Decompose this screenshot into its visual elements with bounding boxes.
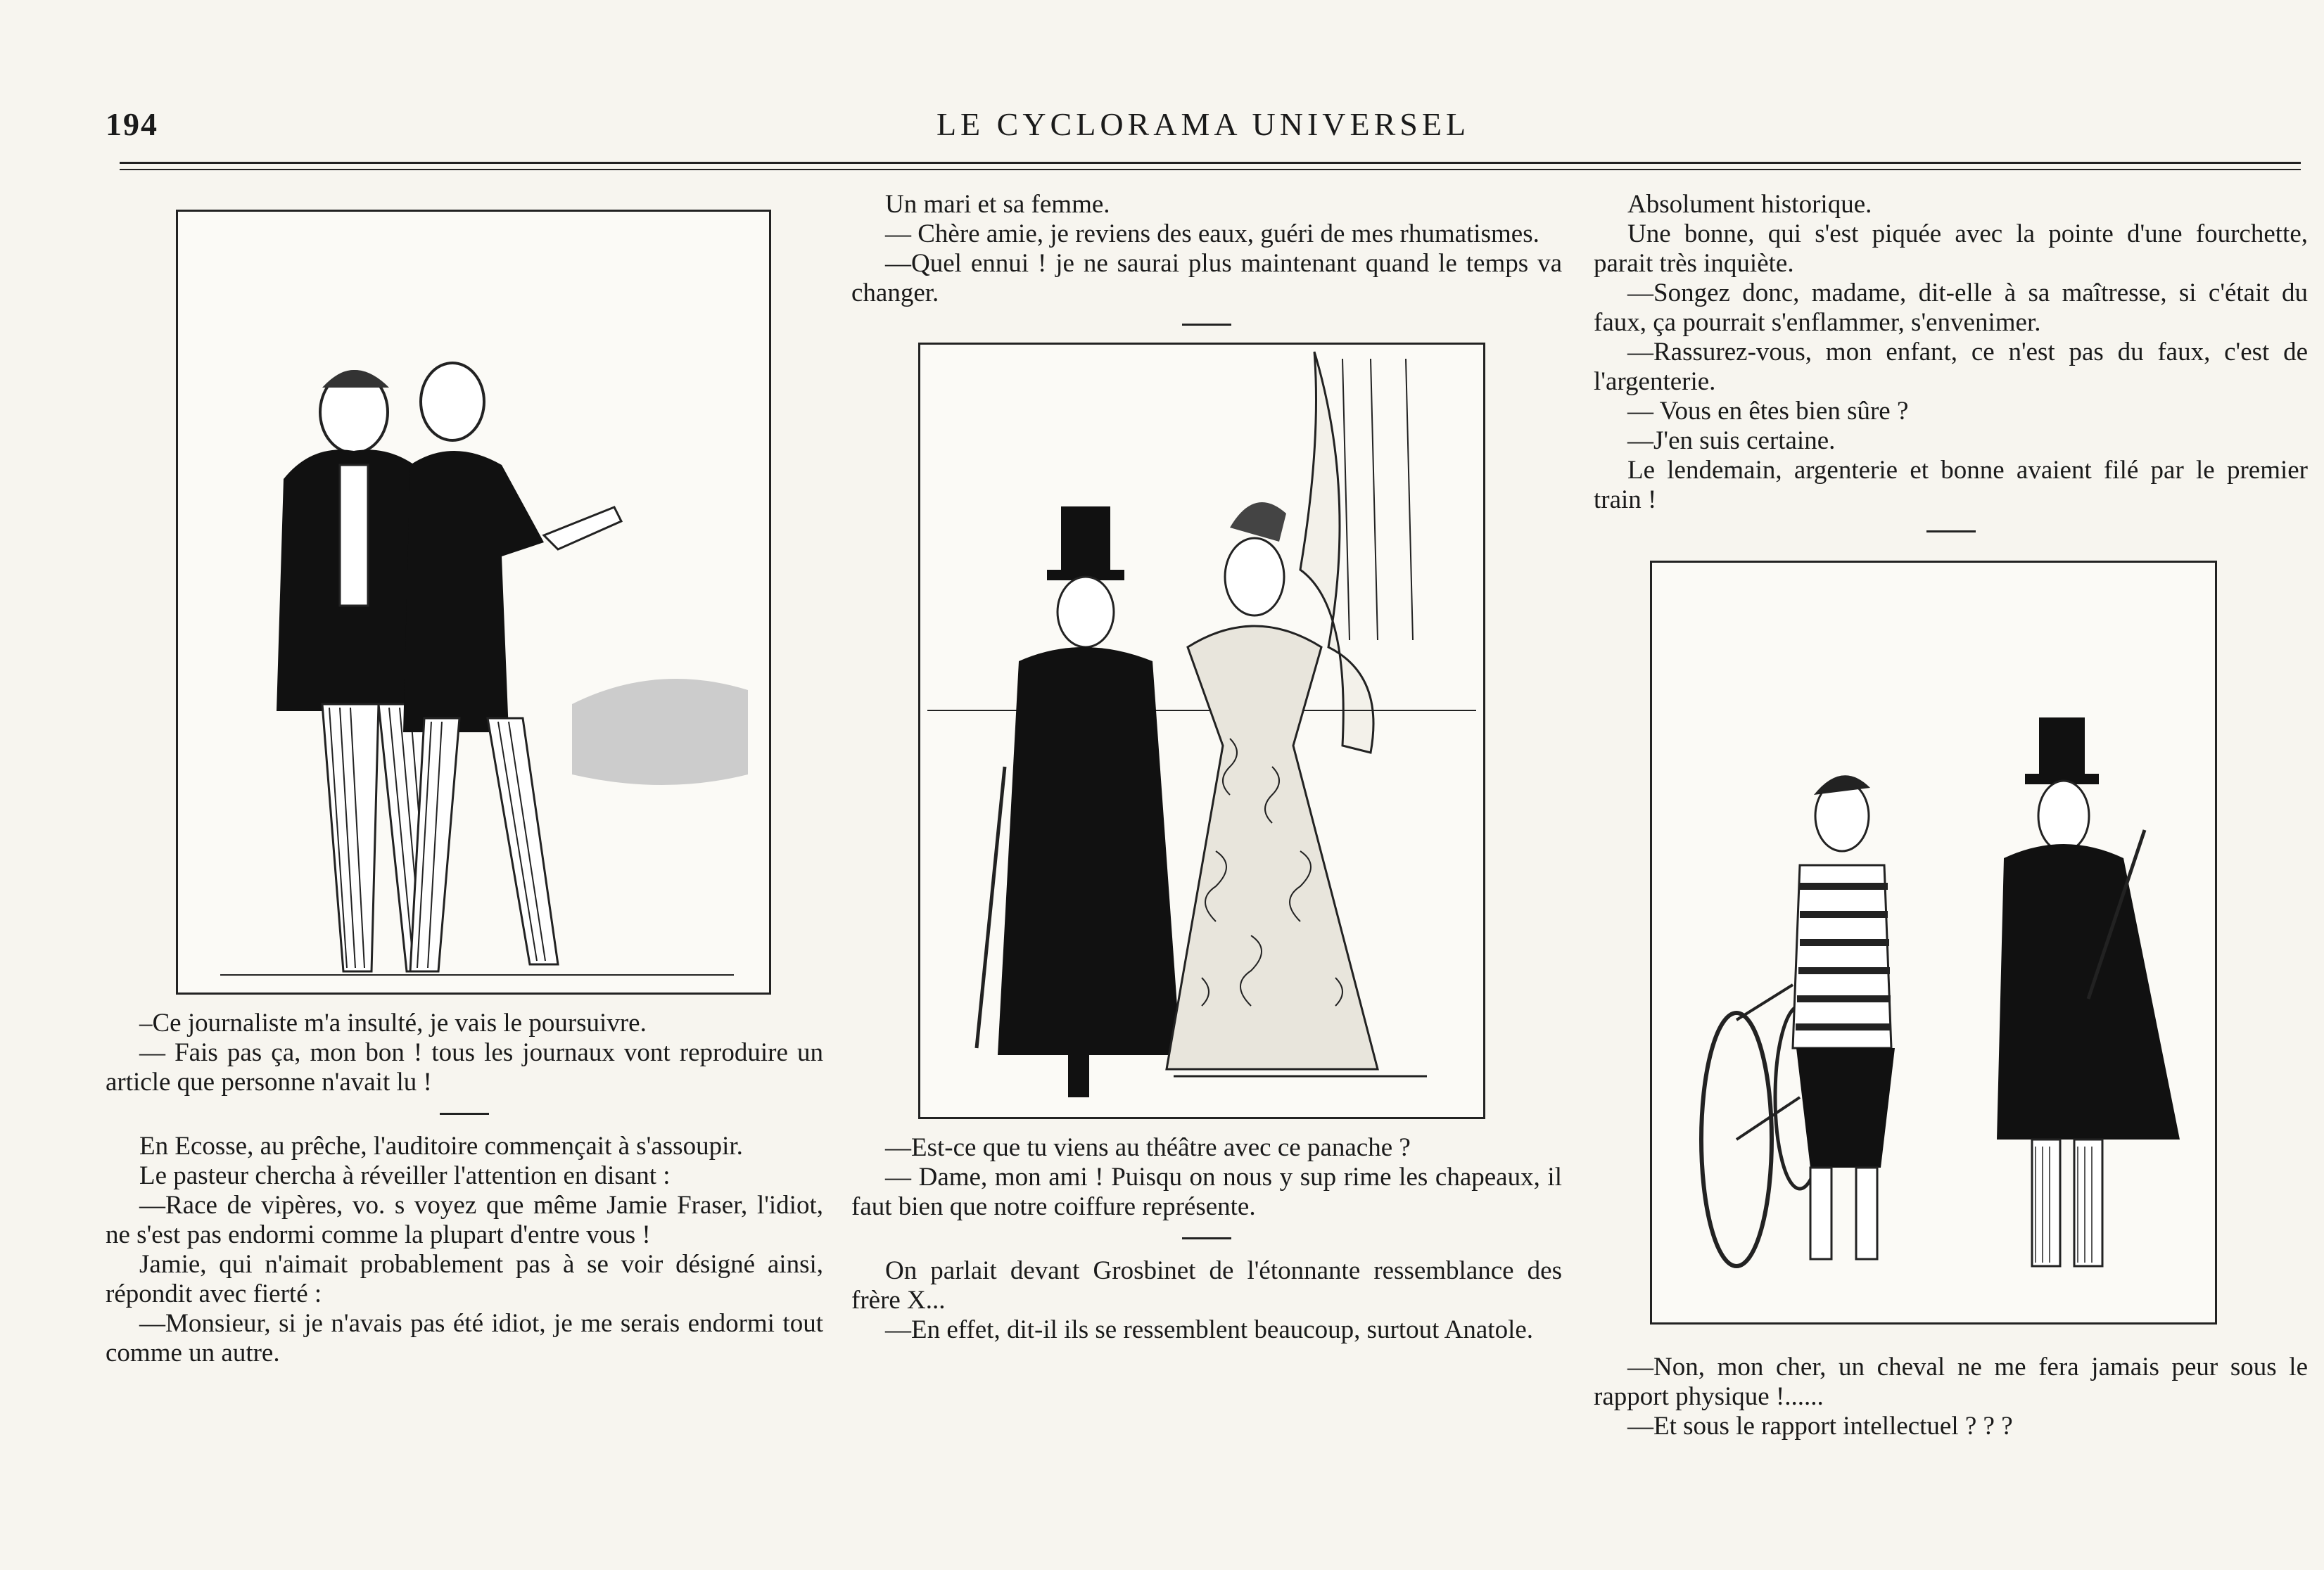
separator (1182, 1237, 1231, 1239)
paragraph: Absolument historique. (1627, 190, 1872, 219)
page-header (106, 106, 2301, 148)
caption-line: —Est-ce que tu viens au théâtre avec ce panache ? (885, 1133, 1411, 1162)
separator (1182, 324, 1231, 326)
caption-line: —Et sous le rapport intellectuel ? ? ? (1627, 1412, 2013, 1441)
paragraph: —En effet, dit-il ils se ressemblent beaucoup, surtout Anatole. (885, 1315, 1534, 1344)
paragraph: Une bonne, qui s'est piquée avec la pointe d'une fourchette, parait très inquiète. (1594, 219, 2308, 278)
paragraph: —Quel ennui ! je ne saurai plus maintenant quand le temps va changer. (851, 249, 1562, 307)
paragraph: Jamie, qui n'aimait probablement pas à se voir désigné ainsi, répondit avec fierté : (106, 1250, 823, 1308)
header-rule (120, 162, 2301, 164)
column-right (1594, 190, 2308, 1441)
paragraph: Un mari et sa femme. (885, 190, 1110, 219)
paragraph: Le lendemain, argenterie et bonne avaient filé par le premier train ! (1594, 456, 2308, 514)
paragraph: —Race de vipères, vo. s voyez que même Jamie Fraser, l'idiot, ne s'est pas endormi comme la plupart d'entre vous ! (106, 1191, 823, 1249)
header-rule-thin (120, 169, 2301, 170)
column-middle (851, 190, 1562, 1345)
paragraph: En Ecosse, au prêche, l'auditoire commençait à s'assoupir. (139, 1132, 743, 1161)
paragraph: —Monsieur, si je n'avais pas été idiot, je me serais endormi tout comme un autre. (106, 1309, 823, 1367)
illustration-two-men-drawing (178, 212, 769, 993)
caption-line: –Ce journaliste m'a insulté, je vais le poursuivre. (139, 1009, 647, 1038)
illustration-two-men (176, 210, 771, 995)
paragraph: — Chère amie, je reviens des eaux, guéri de mes rhumatismes. (885, 219, 1539, 248)
paragraph: —Rassurez-vous, mon enfant, ce n'est pas du faux, c'est de l'argenterie. (1594, 338, 2308, 396)
paragraph: —Songez donc, madame, dit-elle à sa maîtresse, si c'était du faux, ça pourrait s'enflammer, s'envenimer. (1594, 279, 2308, 337)
illustration-couple-drawing (920, 345, 1483, 1117)
separator (440, 1113, 489, 1115)
illustration-cyclist-gentleman (1650, 561, 2217, 1325)
caption-line: —Non, mon cher, un cheval ne me fera jamais peur sous le rapport physique !...... (1594, 1353, 2308, 1411)
journal-title: LE CYCLORAMA UNIVERSEL (936, 106, 1471, 142)
paragraph: —J'en suis certaine. (1627, 426, 1836, 455)
caption-line: — Fais pas ça, mon bon ! tous les journaux vont reproduire un article que personne n'avait lu ! (106, 1038, 823, 1097)
caption-line: — Dame, mon ami ! Puisqu on nous y sup rime les chapeaux, il faut bien que notre coiffure représente. (851, 1163, 1562, 1221)
separator (1926, 530, 1976, 532)
illustration-cyclist-drawing (1652, 563, 2215, 1322)
paragraph: — Vous en êtes bien sûre ? (1627, 397, 1909, 426)
column-left (106, 190, 823, 1368)
paragraph: Le pasteur chercha à réveiller l'attention en disant : (139, 1161, 671, 1190)
illustration-couple-theatre (918, 343, 1485, 1119)
paragraph: On parlait devant Grosbinet de l'étonnante ressemblance des frère X... (851, 1256, 1562, 1315)
page-number: 194 (106, 106, 158, 142)
